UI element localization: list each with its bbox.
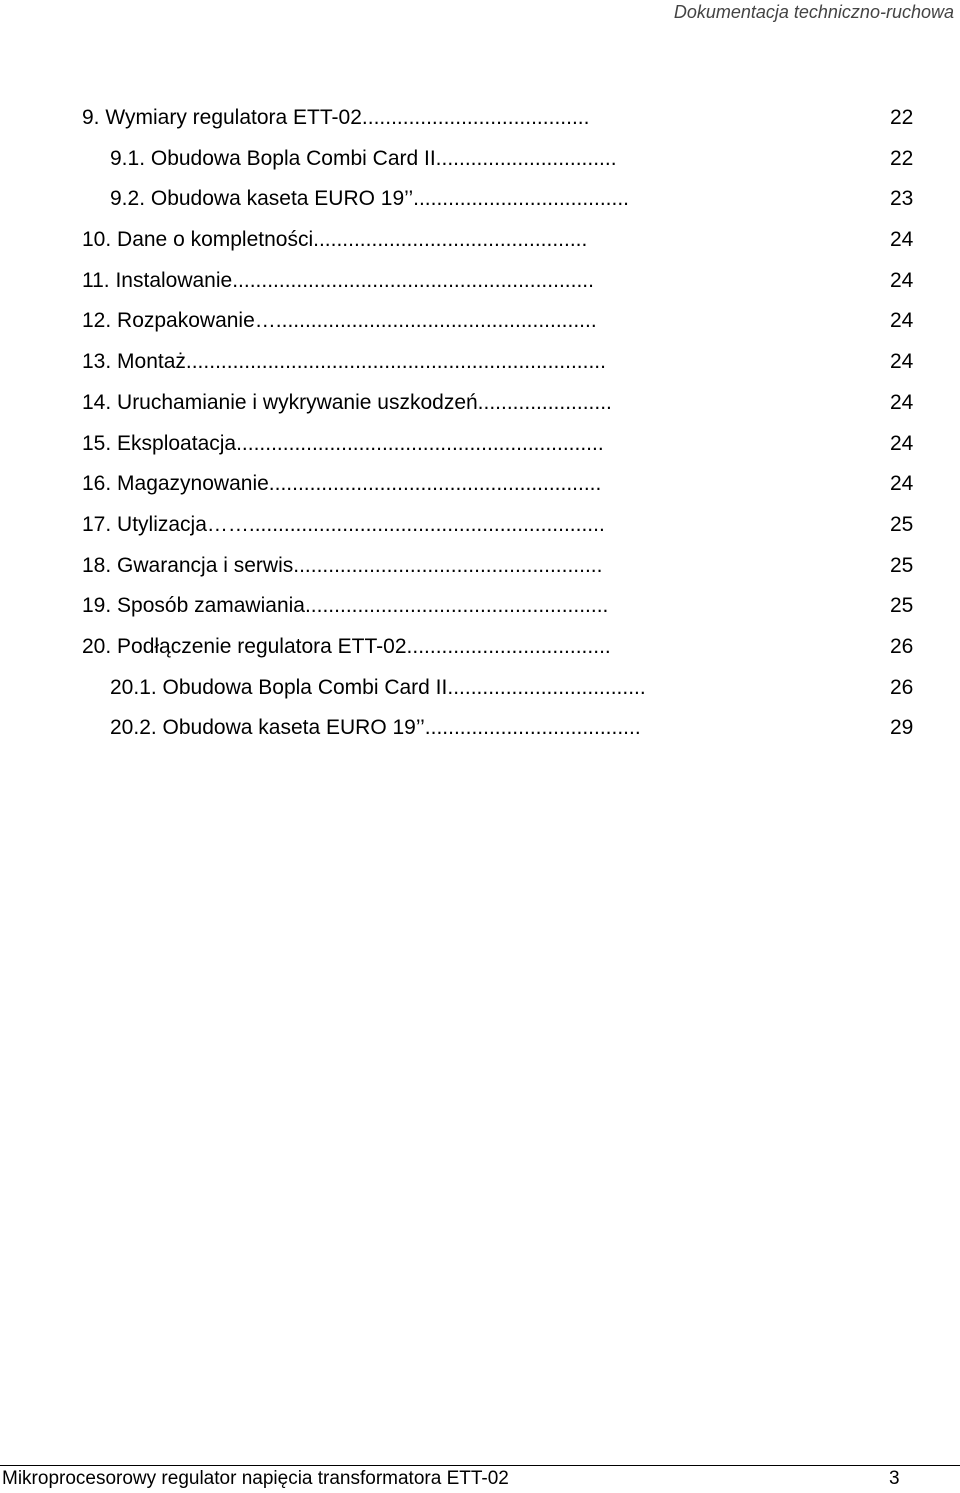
toc-entry-title: 20. Podłączenie regulatora ETT-02................................... [82, 634, 611, 658]
toc-entry-title: 19. Sposób zamawiania.................................................... [82, 594, 609, 618]
toc-entry-page: 26 [890, 675, 914, 699]
toc-entry[interactable] [0, 225, 960, 266]
toc-entry[interactable] [0, 144, 960, 185]
toc-entry-page: 26 [890, 634, 914, 658]
toc-entry-title: 9.1. Obudowa Bopla Combi Card II............................... [110, 146, 617, 170]
toc-entry-page: 23 [890, 187, 914, 211]
toc-entry-page: 24 [890, 390, 914, 414]
toc-entry[interactable] [0, 632, 960, 673]
toc-entry-title: 16. Magazynowanie......................................................... [82, 472, 602, 496]
toc-entry-title: 18. Gwarancja i serwis..................................................... [82, 553, 603, 577]
toc-entry-title: 14. Uruchamianie i wykrywanie uszkodzeń....................... [82, 390, 612, 414]
footer-page-number: 3 [889, 1468, 900, 1489]
toc-entry-page: 24 [890, 431, 914, 455]
toc-entry-title: 15. Eksploatacja............................................................... [82, 431, 604, 455]
toc-entry-title: 9.2. Obudowa kaseta EURO 19’’..................................... [110, 187, 629, 211]
toc-entry[interactable] [0, 103, 960, 144]
table-of-contents [0, 103, 960, 754]
toc-entry-title: 10. Dane o kompletności............................................... [82, 228, 588, 252]
toc-entry-page: 24 [890, 228, 914, 252]
toc-entry[interactable] [0, 184, 960, 225]
toc-entry-title: 11. Instalowanie.............................................................. [82, 268, 594, 292]
toc-entry[interactable] [0, 591, 960, 632]
toc-entry[interactable] [0, 510, 960, 551]
toc-entry-page: 22 [890, 146, 914, 170]
toc-entry[interactable] [0, 347, 960, 388]
toc-entry[interactable] [0, 551, 960, 592]
toc-entry-page: 25 [890, 594, 914, 618]
toc-entry-title: 9. Wymiary regulatora ETT-02....................................... [82, 106, 590, 129]
toc-entry-title: 12. Rozpakowanie…....................................................... [82, 309, 597, 333]
toc-entry[interactable] [0, 469, 960, 510]
toc-entry-page: 25 [890, 553, 914, 577]
toc-entry-page: 24 [890, 350, 914, 374]
toc-entry[interactable] [0, 266, 960, 307]
page-footer [0, 1465, 960, 1493]
toc-entry-title: 20.1. Obudowa Bopla Combi Card II.................................. [110, 675, 646, 699]
toc-entry[interactable] [0, 388, 960, 429]
toc-entry[interactable] [0, 673, 960, 714]
toc-entry-title: 17. Utylizacja……............................................................. [82, 512, 605, 536]
toc-entry-page: 24 [890, 309, 914, 333]
toc-entry-title: 13. Montaż........................................................................ [82, 350, 606, 374]
toc-entry[interactable] [0, 306, 960, 347]
toc-entry-page: 25 [890, 512, 914, 536]
footer-document-title: Mikroprocesorowy regulator napięcia transformatora ETT-02 [2, 1468, 509, 1489]
toc-entry-title: 20.2. Obudowa kaseta EURO 19’’..................................... [110, 716, 641, 740]
running-header: Dokumentacja techniczno-ruchowa [673, 2, 954, 22]
toc-entry[interactable] [0, 713, 960, 754]
toc-entry[interactable] [0, 429, 960, 470]
toc-entry-page: 24 [890, 472, 914, 496]
toc-entry-page: 24 [890, 268, 914, 292]
toc-entry-page: 29 [890, 716, 914, 740]
toc-entry-page: 22 [890, 106, 914, 129]
